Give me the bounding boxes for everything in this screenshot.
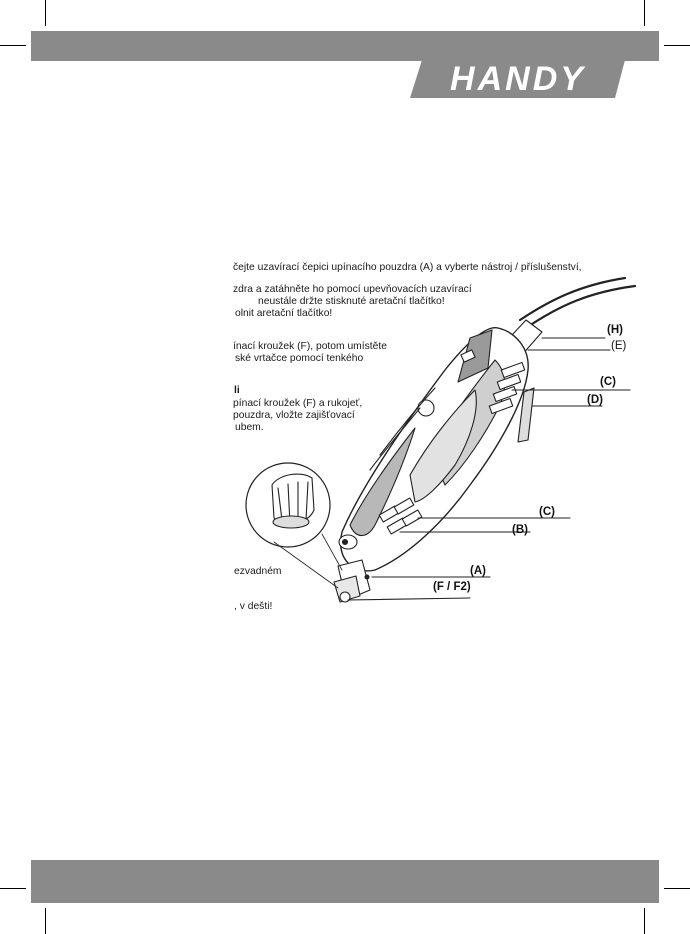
handy-logo: [410, 60, 625, 98]
callout-a: (A): [470, 565, 486, 577]
text-line: ské vrtačce pomocí tenkého: [235, 353, 364, 364]
header-bar: [31, 31, 659, 61]
text-line: neustále držte stisknuté aretační tlačítko!: [258, 296, 445, 307]
callout-f-f2: (F / F2): [433, 581, 471, 593]
crop-mark: [0, 45, 26, 46]
text-line: pouzdra, vložte zajišťovací: [233, 410, 355, 421]
text-line: ubem.: [235, 422, 264, 433]
callout-h: (H): [607, 324, 623, 336]
text-line: ezvadném: [234, 566, 282, 577]
footer-bar: [31, 860, 659, 903]
text-line: li: [234, 385, 240, 396]
crop-mark: [45, 0, 46, 26]
text-line: olnit aretační tlačítko!: [235, 308, 333, 319]
text-line: čejte uzavírací čepici upínacího pouzdra (A) a vyberte nástroj / příslušenství,: [233, 262, 582, 273]
callout-c-top: (C): [600, 376, 616, 388]
callout-c-bottom: (C): [539, 506, 555, 518]
callout-e: (E): [611, 340, 627, 352]
rotary-tool-illustration: [230, 270, 640, 615]
svg-text:HANDY: HANDY: [450, 60, 586, 98]
crop-mark: [0, 888, 26, 889]
text-line: , v dešti!: [234, 601, 273, 612]
crop-mark: [45, 908, 46, 934]
text-line: ínací kroužek (F), potom umístěte: [233, 341, 387, 352]
crop-mark: [664, 888, 690, 889]
text-line: pínací kroužek (F) a rukojeť,: [233, 398, 363, 409]
callout-b: (B): [512, 524, 528, 536]
callout-d: (D): [587, 394, 603, 406]
crop-mark: [644, 908, 645, 934]
crop-mark: [664, 45, 690, 46]
crop-mark: [644, 0, 645, 26]
text-line: zdra a zatáhněte ho pomocí upevňovacích uzavírací: [233, 284, 472, 295]
